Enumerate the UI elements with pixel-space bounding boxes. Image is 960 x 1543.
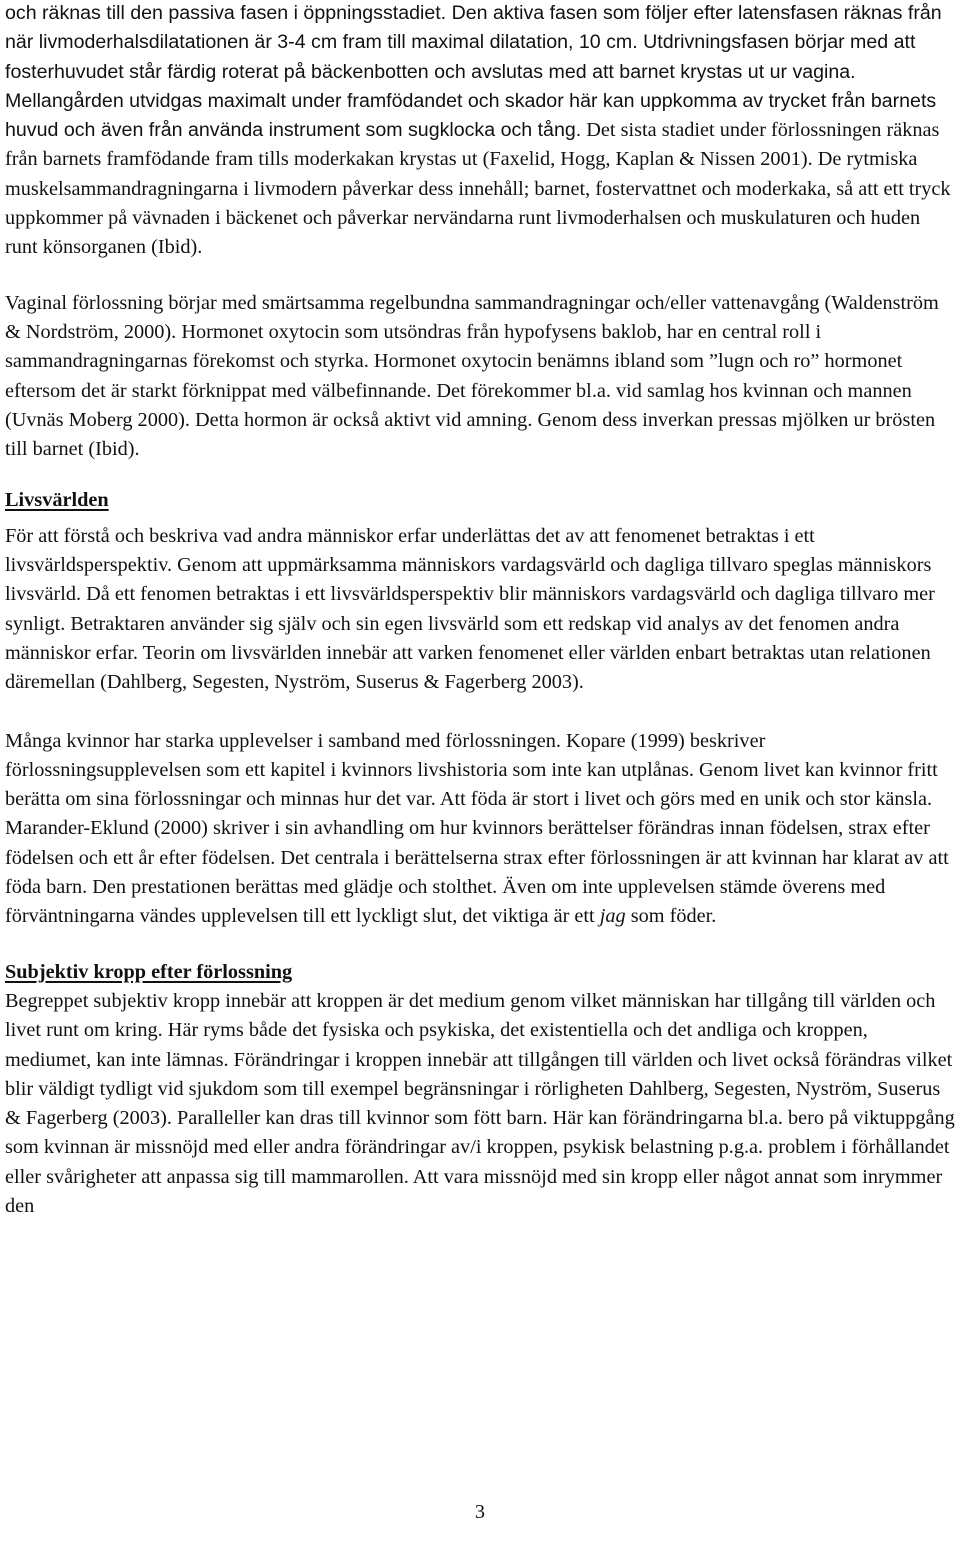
paragraph-segment-serif: Det sista stadiet under förlossningen räknas från barnets framfödande fram tills moderkakan krystas ut (Faxelid, Hogg, Kaplan & Nissen 2001). De rytmiska muskelsammandragningarna i livmodern påverkar dess innehåll; barnet, fostervattnet och moderkaka, så att ett tryck uppkommer på vävnaden i bäckenet och påverkar nervändarna runt livmoderhalsen och muskulaturen och huden runt könsorganen (Ibid).	[5, 119, 951, 259]
paragraph-segment-sans: och räknas till den passiva fasen i öppningsstadiet. Den aktiva fasen som följer efter latensfasen räknas från när livmoderhalsdilatationen är 3-4 cm fram till maximal dilatation, 10 cm. Utdrivningsfasen börjar med att fosterhuvudet står färdig roterat på bäckenbotten och avslutas med att barnet krystas ut ur vagina. Mellangården utvidgas maximalt under framfödandet och skador här kan uppkomma av trycket från barnets huvud och även från använda instrument som sugklocka och tång.	[5, 2, 942, 142]
paragraph-vaginal-birth: Vaginal förlossning börjar med smärtsamma regelbundna sammandragningar och/eller vattenavgång (Waldenström & Nordström, 2000). Hormonet oxytocin som utsöndras från hypofysens baklob, har en central roll i sammandragningarnas förekomst och styrka. Hormonet oxytocin benämns ibland som ”lugn och ro” hormonet eftersom det är starkt förknippat med välbefinnande. Det förekommer bl.a. vid samlag hos kvinnan och mannen (Uvnäs Moberg 2000). Detta hormon är också aktivt vid amning. Genom dess inverkan pressas mjölken ur brösten till barnet (Ibid).	[5, 291, 939, 461]
paragraph-segment: Många kvinnor har starka upplevelser i samband med förlossningen. Kopare (1999) beskriver förlossningsupplevelsen som ett kapitel i kvinnors livshistoria som inte kan utplånas. Genom livet kan kvinnor fritt berätta om sina förlossningar och minnas hur det var. Att föda är stort i livet och görs med en unik och stor känsla. Marander-Eklund (2000) skriver i sin avhandling om hur kvinnors berättelser förändras innan födelsen, strax efter födelsen och ett år efter födelsen. Det centrala i berättelserna strax efter förlossningen är att kvinnan har klarat av att föda barn. Den prestationen berättas med glädje och stolthet. Även om inte upplevelsen stämde överens med förväntningarna vändes upplevelsen till ett lyckligt slut, det viktiga är ett	[5, 729, 949, 928]
paragraph-segment: som föder.	[625, 905, 717, 928]
paragraph-birth-stages	[5, 0, 957, 263]
paragraph-lifeworld: För att förstå och beskriva vad andra människor erfar underlättas det av att fenomenet betraktas i ett livsvärldsperspektiv. Genom att uppmärksamma människors vardagsvärld och dagliga tillvaro speglas människors livsvärld. Då ett fenomen betraktas i ett livsvärldsperspektiv blir människors vardagsvärld och dagliga tillvaro mer synligt. Betraktaren använder sig själv och sin egen livsvärld som ett redskap vid analys av det fenomen andra människor erfar. Teorin om livsvärlden innebär att varken fenomenet eller världen enbart betraktas utan relationen däremellan (Dahlberg, Segesten, Nyström, Suserus & Fagerberg 2003).	[5, 524, 935, 694]
italic-word: jag	[599, 905, 626, 928]
paragraph-subjective-body: Begreppet subjektiv kropp innebär att kroppen är det medium genom vilket människan har tillgång till världen och livet runt om kring. Här ryms både det fysiska och psykiska, det existentiella och det andliga och kroppen, mediumet, kan inte lämnas. Förändringar i kroppen innebär att tillgången till världen och livet också förändras vilket blir väldigt tydligt vid sjukdom som till exempel begränsningar i rörligheten Dahlberg, Segesten, Nyström, Suserus & Fagerberg (2003). Paralleller kan dras till kvinnor som fött barn. Här kan förändringarna bl.a. bero på viktuppgång som kvinnan är missnöjd med eller andra förändringar av/i kroppen, psykisk belastning p.g.a. problem i förhållandet eller svårigheter att anpassa sig till mammarollen. Att vara missnöjd med sin kropp eller något annat som inrymmer den	[5, 989, 955, 1217]
page-number: 3	[474, 1501, 486, 1523]
heading-livsvarlden: Livsvärlden	[5, 489, 109, 512]
paragraph-birth-experiences	[5, 727, 957, 932]
heading-subjektiv-kropp: Subjektiv kropp efter förlossning	[5, 960, 293, 983]
document-page	[5, 0, 957, 1221]
